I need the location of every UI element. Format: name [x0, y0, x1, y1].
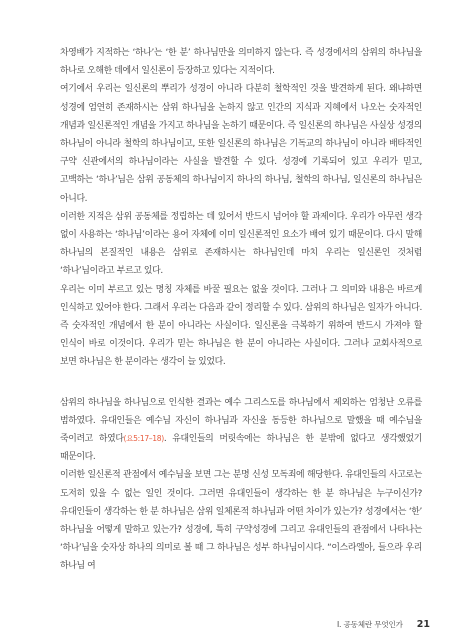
paragraph-4: 우리는 이미 부르고 있는 명칭 자체를 바꿀 필요는 없을 것이다. 그러나 그 의미와 내용은 바르게 인식하고 있어야 한다. 그래서 우리는 다음과 같이 정리할 수 있다. 삼위의 하나님은 일자가 아니다. 즉 숫자적인 개념에서 한 분이 아니라는 사실이다. 일신론을 극복하기 위하여 반드시 가져야 할 인식이 바로 이것이다. 우리가 믿는 하나님은 한 분이 아니라는 사실이다. 그러나 교회사적으로 보면 하나님은 한 분이라는 생각이 늘 있었다.: [60, 284, 422, 368]
paragraph-3: 이러한 지적은 삼위 공동체를 정립하는 데 있어서 반드시 넘어야 할 과제이다. 우리가 아무런 생각 없이 사용하는 ‘하나님’이라는 용어 자체에 이미 일신론적인 요소가 배여 있기 때문이다. 다시 말해 하나님의 본질적인 내용은 삼위로 존재하시는 하나님인데 마치 우리는 일신론인 것처럼 ‘하나’님이라고 부르고 있다.: [60, 211, 422, 277]
page-body: [60, 44, 422, 576]
paragraph-5: [60, 394, 422, 467]
page-number: 21: [416, 619, 430, 630]
scripture-quote-start: “이스라엘아, 들으라 우리 하나님 여: [60, 543, 422, 572]
section-gap: [60, 372, 422, 394]
running-footer-chapter: I. 공동체란 무엇인가: [337, 620, 403, 629]
paragraph-5-text-end: . 유대인들의 머릿속에는 하나님은 한 분밖에 없다고 생각했었기 때문이다.: [60, 434, 422, 463]
paragraph-5-text: 삼위의 하나님을 하나님으로 인식한 결과는 예수 그리스도를 하나님에서 제외하는 엄청난 오류를 범하였다. 유대인들은 예수님 자신이 하나님과 자신을 동등한 하나님으로 말했을 때 예수님을 죽이려고 하였다: [60, 397, 422, 445]
paragraph-6-text: 이러한 일신론적 관점에서 예수님을 보면 그는 분명 신성 모독죄에 해당한다. 유대인들의 사고로는 도저히 있을 수 없는 일인 것이다. 그러면 유대인들이 생각하는 한 분 하나님은 누구이신가? 유대인들이 생각하는 한 분 하나님은 삼위 일체론적 하나님과 어떤 차이가 있는가? 성경에서는 ‘한’ 하나님을 어떻게 말하고 있는가? 성경에, 특히 구약성경에 그리고 유대인들의 관점에서 나타나는 ‘하나’님을 숫자상 하나의 의미로 볼 때 그 하나님은 성부 하나님이시다.: [60, 470, 422, 554]
paragraph-6: [60, 466, 422, 575]
paragraph-2: 여기에서 우리는 일신론의 뿌리가 성경이 아니라 다분히 철학적인 것을 발견하게 된다. 왜냐하면 성경에 엄연히 존재하시는 삼위 하나님을 논하지 않고 인간의 지식과 지혜에서 나오는 숫자적인 개념과 일신론적인 개념을 가지고 하나님을 논하기 때문이다. 즉 일신론의 하나님은 사실상 성경의 하나님이 아니라 철학의 하나님이고, 또한 일신론의 하나님은 기독교의 하나님이 아니라 배타적인 구약 신관에서의 하나님이라는 사실을 발견할 수 있다. 성경에 기록되어 있고 우리가 믿고, 고백하는 ‘하나’님은 삼위 공동체의 하나님이지 하나의 하나님, 철학의 하나님, 일신론의 하나님은 아니다.: [60, 84, 422, 204]
scripture-citation: (요5:17–18): [123, 434, 164, 444]
paragraph-1: 차영배가 지적하는 ‘하나’는 ‘한 분’ 하나님만을 의미하지 않는다. 즉 성경에서의 삼위의 하나님을 하나로 오해한 데에서 일신론이 등장하고 있다는 지적이다.: [60, 48, 422, 77]
page-footer: [337, 619, 430, 630]
